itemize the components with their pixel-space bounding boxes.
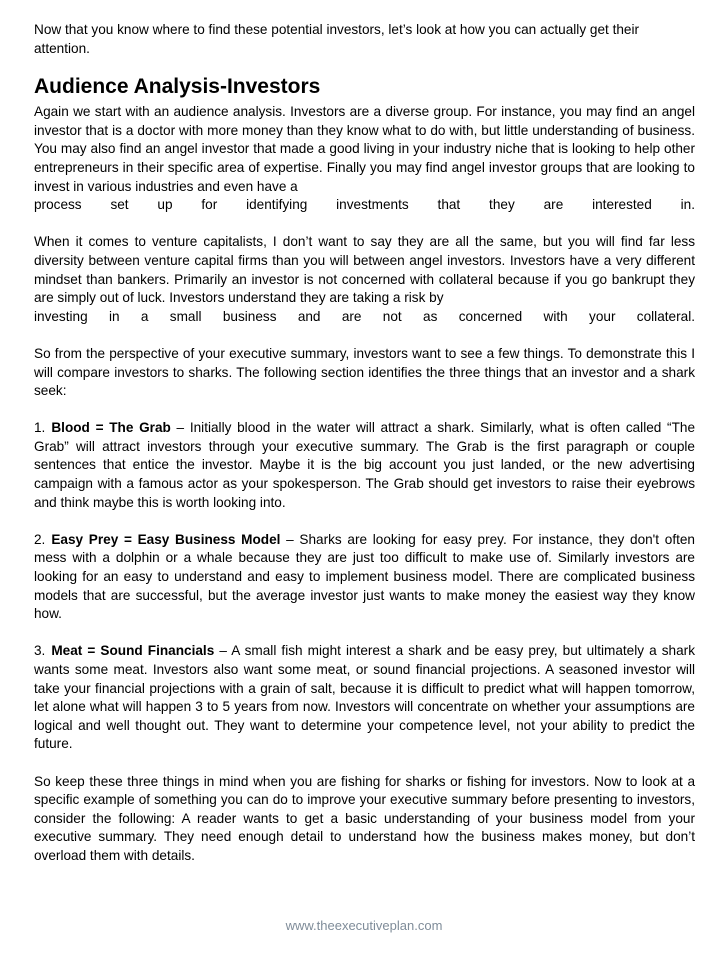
section-heading: Audience Analysis-Investors — [34, 75, 321, 99]
list-item-number: 3. — [34, 643, 46, 659]
list-item-number: 2. — [34, 531, 46, 547]
list-item-number: 1. — [34, 420, 46, 436]
paragraph-audience-analysis: Again we start with an audience analysis. Investors are a diverse group. For instance, you may find an angel investor that is a doctor with more money than they know what to do with, but little understanding of business. You may also find an angel investor that made a good living in your industry niche that is looking to help other entrepreneurs in their specific area of expertise. Finally you may find angel investor groups that are looking to invest in various industries and even have a — [34, 104, 695, 194]
list-item-title: Easy Prey = Easy Business Model — [51, 531, 281, 547]
list-item-blood-grab — [34, 419, 695, 512]
closing-paragraph: So keep these three things in mind when you are fishing for sharks or fishing for investors. Now to look at a specific example of something you can do to improve your executive summary before presenting to investors, consider the following: A reader wants to get a basic understanding of your business model from your executive summary. They need enough detail to understand how the business makes money, but don’t overload them with details. — [34, 773, 695, 863]
list-item-title: Blood = The Grab — [51, 420, 171, 436]
list-item-title: Meat = Sound Financials — [51, 643, 215, 659]
list-item-text: – Sharks are looking for easy prey. For instance, they don't often mess with a dolphin or a whale because they are just too difficult to make use of. Similarly investors are looking for an easy to understand and easy to implement business model. There are complicated business models that are successful, but the average investor just wants to make money the easiest way they know how. — [34, 531, 695, 622]
list-item-easy-prey — [34, 531, 695, 624]
list-item-meat-financials — [34, 642, 695, 754]
paragraph-sharks-intro: So from the perspective of your executive summary, investors want to see a few things. To demonstrate this I will compare investors to sharks. The following section identifies the three things that an investor and a shark seek: — [34, 345, 695, 399]
paragraph-venture-capitalists-last-line: investing in a small business and are not as concerned with your collateral. — [34, 308, 695, 324]
paragraph-audience-analysis-last-line: process set up for identifying investments that they are interested in. — [34, 197, 695, 213]
paragraph-venture-capitalists: When it comes to venture capitalists, I don’t want to say they are all the same, but you will find far less diversity between venture capital firms than you will between angel investors. Investors have a very different mindset than bankers. Primarily an investor is not concerned with collateral because if you go bankrupt they are simply out of luck. Investors understand they are taking a risk by — [34, 234, 695, 306]
footer-url: www.theexecutiveplan.com — [285, 918, 443, 933]
list-item-text: – Initially blood in the water will attract a shark. Similarly, what is often called “The Grab” will attract investors through your executive summary. The Grab is the first paragraph or couple sentences that entice the investor. Maybe it is the big account you just landed, or the new advertising campaign with a famous actor as your spokesperson. The Grab should get investors to raise their eyebrows and think maybe this is worth looking into. — [34, 420, 696, 510]
document-page — [34, 21, 695, 866]
list-item-text: – A small fish might interest a shark and be easy prey, but ultimately a shark wants some meat. Investors also want some meat, or sound financial projections. A seasoned investor will take your financial projections with a grain of salt, because it is difficult to predict what will happen tomorrow, let alone what will happen 3 to 5 years from now. Investors will concentrate on whether your assumptions are logical and well thought out. They want to determine your competence level, not your ability to predict the future. — [34, 643, 695, 752]
intro-paragraph: Now that you know where to find these potential investors, let’s look at how you can actually get their attention. — [34, 22, 640, 56]
